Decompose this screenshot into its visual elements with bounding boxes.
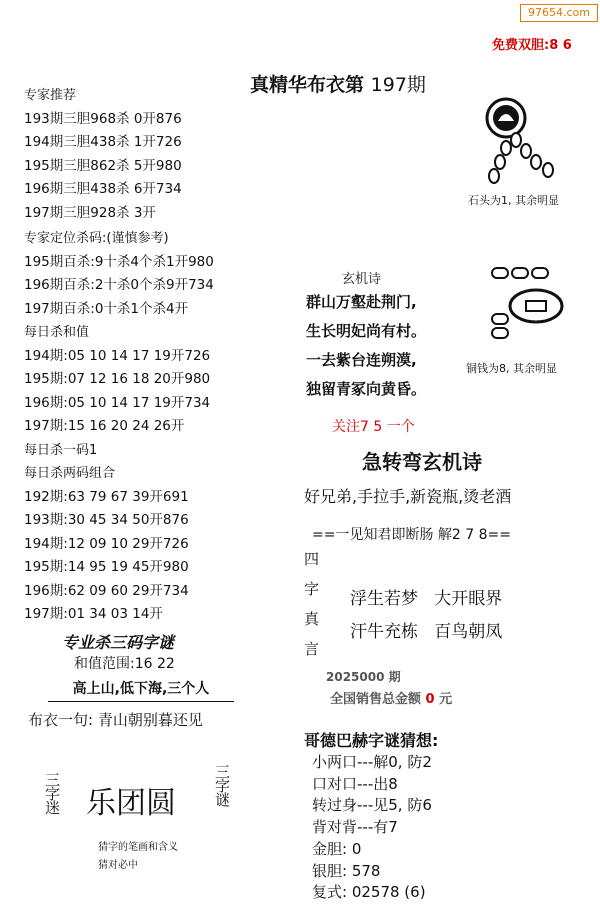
poem-line: 一去紫台连朔漠,	[306, 351, 417, 369]
list-item: 银胆: 578	[312, 861, 381, 880]
poem-body	[306, 288, 426, 404]
daily-one: 每日杀一码1	[24, 442, 98, 458]
list-item: 195期:07 12 16 18 20开980	[24, 371, 211, 387]
coin-caption: 铜钱为8, 其余明显	[466, 362, 557, 375]
sales-unit: 元	[439, 692, 453, 707]
stone-caption: 石头为1, 其余明显	[468, 194, 559, 207]
page-title	[250, 70, 426, 97]
list-item: 192期:63 79 67 39开691	[24, 488, 189, 505]
goethe-list	[312, 752, 432, 904]
list-item: 197期百杀:0十杀1个杀4开	[24, 300, 189, 317]
list-item: 复式: 02578 (6)	[312, 883, 426, 902]
expert-header: 专家推荐	[24, 88, 77, 103]
free-pick: 免费双胆:8 6	[492, 38, 572, 53]
goethe-title: 哥德巴赫字谜猜想:	[304, 731, 439, 750]
sales-label: 全国销售总金额	[330, 692, 422, 707]
list-item: 195期三胆862杀 5开980	[24, 157, 182, 174]
word-riddle-right: 三字谜	[213, 764, 231, 806]
poem-line: 独留青冢向黄昏。	[306, 380, 427, 398]
list-item: 金胆: 0	[312, 839, 362, 858]
list-item: 197期三胆928杀 3开	[24, 204, 156, 221]
daily-two-header: 每日杀两码组合	[24, 466, 116, 481]
list-item: 196期:62 09 60 29开734	[24, 582, 189, 599]
list-item: 小两口---解0, 防2	[312, 753, 432, 771]
list-item: 194期:05 10 14 17 19开726	[24, 347, 211, 364]
word-riddle-note2: 猜对必中	[98, 860, 138, 871]
title-main: 真精华布衣第	[250, 74, 365, 96]
list-item: 195期百杀:9十杀4个杀1开980	[24, 253, 214, 270]
word-riddle-left: 三字迷	[43, 772, 61, 814]
list-item: 转过身---见5, 防6	[312, 796, 432, 815]
list-item: 背对背---有7	[312, 818, 398, 837]
list-item: 194期:12 09 10 29开726	[24, 535, 189, 552]
four-words-line1: 浮生若梦 大开眼界	[350, 589, 503, 609]
riddle-line: 高上山,低下海,三个人	[48, 678, 234, 702]
list-item: 195期:14 95 19 45开980	[24, 559, 189, 575]
list-item: 193期三胆968杀 0开876	[24, 110, 182, 127]
sales-line	[330, 688, 452, 707]
sales-period: 2025000 期	[326, 670, 401, 684]
list-item: 197期:15 16 20 24 26开	[24, 418, 185, 434]
stone-illustration	[476, 96, 586, 186]
list-item: 196期:05 10 14 17 19开734	[24, 394, 211, 411]
expert-section	[24, 84, 214, 627]
list-item: 口对口---出8	[312, 774, 398, 793]
follow-note: 关注7 5 一个	[332, 419, 415, 435]
buyi-line: 布衣一句: 青山朝别暮还见	[28, 711, 203, 729]
list-item: 193期:30 45 34 50开876	[24, 512, 189, 528]
turn-poem-title: 急转弯玄机诗	[362, 450, 482, 474]
poem-line: 群山万壑赴荆门,	[306, 293, 417, 311]
list-item: 196期百杀:2十杀0个杀9开734	[24, 277, 214, 293]
kill-pos-header: 专家定位杀码:(谨慎参考)	[24, 231, 169, 246]
four-words-vertical: 四字真言	[304, 550, 320, 658]
poem-line: 生长明妃尚有村。	[306, 322, 427, 340]
list-item: 197期:01 34 03 14开	[24, 606, 163, 622]
list-item: 194期三胆438杀 1开726	[24, 134, 182, 150]
site-badge[interactable]: 97654.com	[520, 4, 598, 22]
coin-illustration	[476, 262, 586, 352]
word-riddle-main: 乐团圆	[86, 786, 176, 821]
turn-poem-hint: ==一见知君即断肠 解2 7 8==	[312, 527, 511, 543]
sum-range: 和值范围:16 22	[74, 656, 175, 672]
list-item: 196期三胆438杀 6开734	[24, 181, 182, 197]
daily-sum-header: 每日杀和值	[24, 325, 90, 340]
sales-amount: 0	[425, 692, 435, 707]
turn-poem-line: 好兄弟,手拉手,新瓷瓶,烫老酒	[304, 487, 512, 506]
word-riddle-note1: 猜字的笔画和含义	[98, 842, 178, 853]
four-words-line2: 汗牛充栋 百鸟朝凤	[350, 622, 503, 642]
title-issue: 197期	[370, 74, 426, 96]
riddle-title: 专业杀三码字谜	[62, 633, 175, 652]
poem-title: 玄机诗	[342, 272, 382, 287]
